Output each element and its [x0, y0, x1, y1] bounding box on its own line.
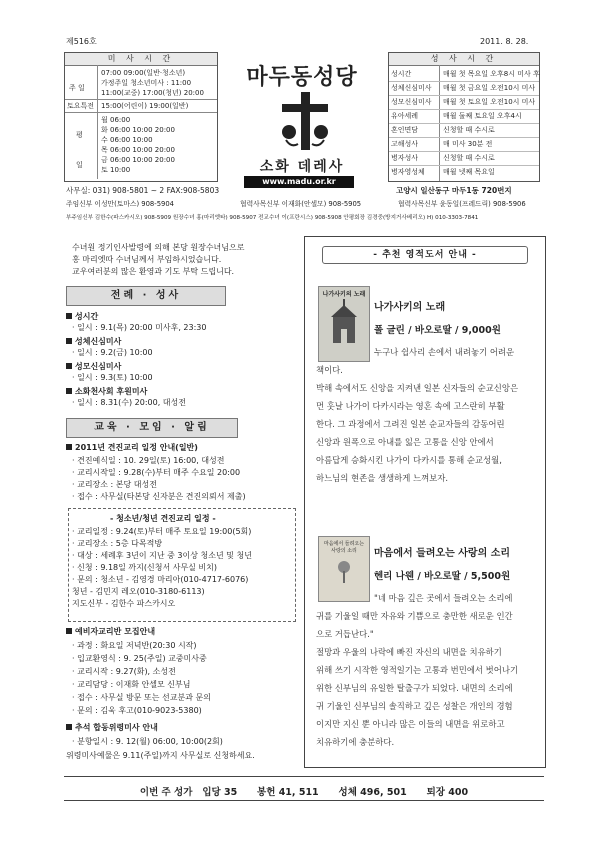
liturgy-item — [66, 361, 121, 372]
youth-detail: · 문의 : 청소년 - 김영경 마리아(010-4717-6076) — [72, 575, 249, 584]
service-name: 병자영성체 — [391, 168, 425, 176]
education-item-name: 추석 합동위령미사 안내 — [75, 723, 158, 732]
book-2-text: "네 마음 깊은 곳에서 들려오는 소리에 — [374, 593, 513, 603]
education-item-name: 예비자교리반 모집안내 — [75, 627, 156, 636]
service-desc: 매월 첫 목요일 오후8시 미사 후 — [443, 70, 540, 78]
education-detail: · 문의 : 김욱 후고(010-9023-5380) — [72, 706, 202, 715]
education-item — [66, 442, 198, 453]
services-box — [388, 52, 540, 182]
book-2-text: 귀를 기울일 때만 자유와 기쁨으로 충만한 새로운 인간 — [316, 611, 513, 621]
assistant-priest-2-contact: 협력사목신부 윤동일(프레드릭) 908-5906 — [398, 200, 526, 208]
books-title: - 추천 영적도서 안내 - — [322, 246, 528, 264]
book-1-text: 아름답게 승화시킨 나가이 다카시를 통해 순교성월, — [316, 455, 502, 465]
services-title: 성 사 시 간 — [389, 53, 539, 66]
issue-number: 제516호 — [66, 37, 97, 46]
education-section-title: 교육 · 모임 · 알림 — [66, 418, 238, 438]
book-2-text: 절망과 우울의 나락에 빠진 자신의 내면을 치유하기 — [316, 647, 502, 657]
education-detail: · 접수 : 사무실 방문 또는 선교분과 문의 — [72, 693, 211, 702]
flower-illustration-icon — [319, 555, 369, 585]
weekday-time-wed: 수 06:00 10:00 — [101, 136, 153, 144]
service-name: 성모신심미사 — [391, 98, 432, 106]
youth-detail: · 교리장소 : 5층 다목적방 — [72, 539, 163, 548]
liturgy-item-detail: · 일시 : 9.1(목) 20:00 미사후, 23:30 — [72, 323, 207, 332]
weekday-time-fri: 금 06:00 10:00 20:00 — [101, 156, 175, 164]
sunday-time-2: 가정주일 청소년미사 : 11:00 — [101, 79, 192, 87]
sunday-time-1: 07:00 09:00(일반·청소년) — [101, 69, 186, 77]
parish-name: 마두동성당 — [246, 65, 358, 90]
youth-detail: · 신청 : 9.18일 까지(신청서 사무실 비치) — [72, 563, 218, 572]
liturgy-item-detail: · 일시 : 9.2(금) 10:00 — [72, 348, 153, 357]
book-1-text: 박해 속에서도 신앙을 지켜낸 일본 신자들의 순교신앙은 — [316, 383, 519, 393]
parish-url[interactable]: www.madu.or.kr — [244, 176, 354, 188]
education-detail: · 교리시작일 : 9.28(수)부터 매주 수요일 20:00 — [72, 468, 241, 477]
bullet-square-icon — [66, 313, 72, 319]
cross-logo-icon — [280, 92, 330, 152]
office-contact: 사무실: 031) 908-5801 ~ 2 FAX:908-5803 — [66, 186, 220, 195]
church-illustration-icon — [319, 299, 369, 349]
service-desc: 매 미사 30분 전 — [443, 140, 493, 148]
education-detail: · 교리시작 : 9.27(화), 소성전 — [72, 667, 176, 676]
book-2-text: 위해 쓰기 시작한 영적일기는 고통과 번민에서 벗어나기 — [316, 665, 519, 675]
assistant-priest-contact: 협력사목신부 이재화(안셀모) 908-5905 — [240, 200, 362, 208]
education-detail: · 분향일시 : 9. 12(월) 06:00, 10:00(2회) — [72, 737, 223, 746]
service-desc: 매월 첫 토요일 오전10시 미사 — [443, 98, 536, 106]
book-1-text: 먼 훗날 나가이 다카시라는 영혼 속에 고스란히 부활 — [316, 401, 505, 411]
service-desc: 매월 둘째 토요일 오후4시 — [443, 112, 522, 120]
book-1-text: 책이다. — [316, 365, 343, 375]
education-item — [66, 722, 158, 733]
book-cover-love — [318, 536, 370, 602]
bullet-square-icon — [66, 363, 72, 369]
education-detail: · 교리장소 : 본당 대성전 — [72, 480, 157, 489]
weekday-time-tue: 화 06:00 10:00 20:00 — [101, 126, 175, 134]
liturgy-item — [66, 336, 121, 347]
liturgy-item — [66, 386, 147, 397]
book-1-text: 하느님의 현존을 생생하게 느껴보자. — [316, 473, 449, 483]
book-1-text: 누구나 쉽사리 손에서 내려놓기 어려운 — [374, 347, 515, 357]
youth-detail: · 대상 : 세례후 3년이 지난 중 3이상 청소년 및 청년 — [72, 551, 252, 560]
book-cover-nagasaki — [318, 286, 370, 362]
bullet-square-icon — [66, 444, 72, 450]
book-1-title: 나가사키의 노래 — [374, 302, 446, 313]
sunday-time-3: 11:00(교중) 17:00(청년) 20:00 — [101, 89, 204, 97]
hymn-numbers: 이번 주 성가 입당 35 봉헌 41, 511 성체 496, 501 퇴장 400 — [139, 787, 469, 798]
service-name: 혼인면담 — [391, 126, 419, 134]
footer-divider — [64, 800, 544, 801]
youth-detail: · 교리일정 : 9.24(토)부터 매주 토요일 19:00(5회) — [72, 527, 252, 536]
weekday-time-thu: 목 06:00 10:00 20:00 — [101, 146, 175, 154]
education-detail: 위령미사예물은 9.11(주일)까지 사무실로 신청하세요. — [66, 751, 255, 760]
education-item — [66, 626, 155, 637]
liturgy-item-detail: · 일시 : 8.31(수) 20:00, 대성전 — [72, 398, 186, 407]
education-detail: · 과정 : 화요일 저녁반(20:30 시작) — [72, 641, 197, 650]
youth-detail: 청년 - 김민지 레오(010-3180-6113) — [72, 587, 205, 596]
mass-day-weekday-2: 일 — [76, 161, 83, 169]
liturgy-item-name: 성모신심미사 — [75, 362, 122, 371]
book-cover-title: 마음에서 들려오는 사랑의 소리 — [323, 541, 365, 554]
weekday-time-mon: 월 06:00 — [101, 116, 131, 124]
issue-date: 2011. 8. 28. — [480, 37, 529, 46]
bullet-square-icon — [66, 628, 72, 634]
education-item-name: 2011년 견진교리 일정 안내(일반) — [75, 443, 198, 452]
staff-contacts: 부주임신부 김한수(파스카시오) 908-5909 원장수녀 홍(마리엣타) 908-5907 전교수녀 이(프란시스) 908-5908 안평회장 김경중(방지거사베리오) H) 010-3303-7841 — [66, 215, 479, 221]
book-2-text: 귀 기울인 신부님의 솔직하고 깊은 성찰은 개인의 경험 — [316, 701, 513, 711]
liturgy-item-name: 소화천사회 후원미사 — [75, 387, 148, 396]
notice-line: 교우여러분의 많은 환영과 기도 부탁 드립니다. — [72, 267, 235, 276]
mass-day-sunday: 주 일 — [69, 84, 85, 92]
book-2-author: 헨리 나웬 / 바오로딸 / 5,500원 — [374, 571, 511, 582]
liturgy-item-name: 성시간 — [75, 312, 99, 321]
service-name: 유아세례 — [391, 112, 419, 120]
service-desc: 신청할 때 수시로 — [443, 126, 495, 134]
book-2-text: 위한 신부님의 유일한 탈출구가 되었다. 내면의 소리에 — [316, 683, 513, 693]
book-2-text: 으로 거듭난다." — [316, 629, 374, 639]
liturgy-item — [66, 311, 98, 322]
mass-day-weekday-1: 평 — [76, 131, 83, 139]
footer-divider — [64, 776, 544, 777]
book-1-text: 신앙과 원폭으로 아내를 잃은 고통을 신앙 안에서 — [316, 437, 494, 447]
weekday-time-sat: 토 10:00 — [101, 166, 131, 174]
parish-subtitle: 소화 데레사 — [259, 159, 345, 175]
book-2-text: 치유하기에 충분하다. — [316, 737, 395, 747]
service-name: 성체신심미사 — [391, 84, 432, 92]
education-detail: · 입교환영식 : 9. 25(주일) 교중미사중 — [72, 654, 207, 663]
liturgy-section-title: 전례 · 성사 — [66, 286, 226, 306]
bullet-square-icon — [66, 338, 72, 344]
service-desc: 신청할 때 수시로 — [443, 154, 495, 162]
notice-line: 홍 마리엣따 수녀님께서 부임하시었습니다. — [72, 255, 222, 264]
book-cover-title: 나가사키의 노래 — [322, 291, 366, 298]
youth-confirmation-title: - 청소년/청년 견진교리 일정 - — [110, 514, 216, 523]
mass-times-box — [64, 52, 218, 182]
service-desc: 매월 넷째 목요일 — [443, 168, 495, 176]
saturday-time: 15:00(어린이) 19:00(일반) — [101, 102, 189, 110]
mass-times-title: 미 사 시 간 — [65, 53, 217, 66]
pastor-contact: 주임신부 이성만(토마스) 908-5904 — [66, 200, 175, 208]
service-desc: 매월 첫 금요일 오전10시 미사 — [443, 84, 536, 92]
bullet-square-icon — [66, 388, 72, 394]
youth-detail: 지도신부 - 김한수 파스카시오 — [72, 599, 176, 608]
mass-day-saturday: 토요특전 — [67, 102, 95, 110]
education-detail: · 교리담당 : 이재화 안셀모 신부님 — [72, 680, 191, 689]
parish-address: 고양시 일산동구 마두1동 720번지 — [396, 186, 512, 195]
liturgy-item-name: 성체신심미사 — [75, 337, 122, 346]
liturgy-item-detail: · 일시 : 9.3(토) 10:00 — [72, 373, 153, 382]
education-detail: · 접수 : 사무실(타본당 신자분은 견진의뢰서 제출) — [72, 492, 246, 501]
service-name: 고해성사 — [391, 140, 419, 148]
service-name: 병자성사 — [391, 154, 419, 162]
book-1-author: 폴 글린 / 바오로딸 / 9,000원 — [374, 325, 501, 336]
service-name: 성시간 — [391, 70, 412, 78]
notice-line: 수녀원 정기인사발령에 의해 본당 원장수녀님으로 — [72, 243, 245, 252]
book-2-text: 이지만 지신 뿐 아니라 많은 이들의 내면을 위로하고 — [316, 719, 505, 729]
bullet-square-icon — [66, 724, 72, 730]
education-detail: · 견진예식일 : 10. 29일(토) 16:00, 대성전 — [72, 456, 225, 465]
book-1-text: 한다. 그 과정에서 그려진 일본 순교자들의 감동어린 — [316, 419, 505, 429]
book-2-title: 마음에서 들려오는 사랑의 소리 — [374, 548, 511, 559]
